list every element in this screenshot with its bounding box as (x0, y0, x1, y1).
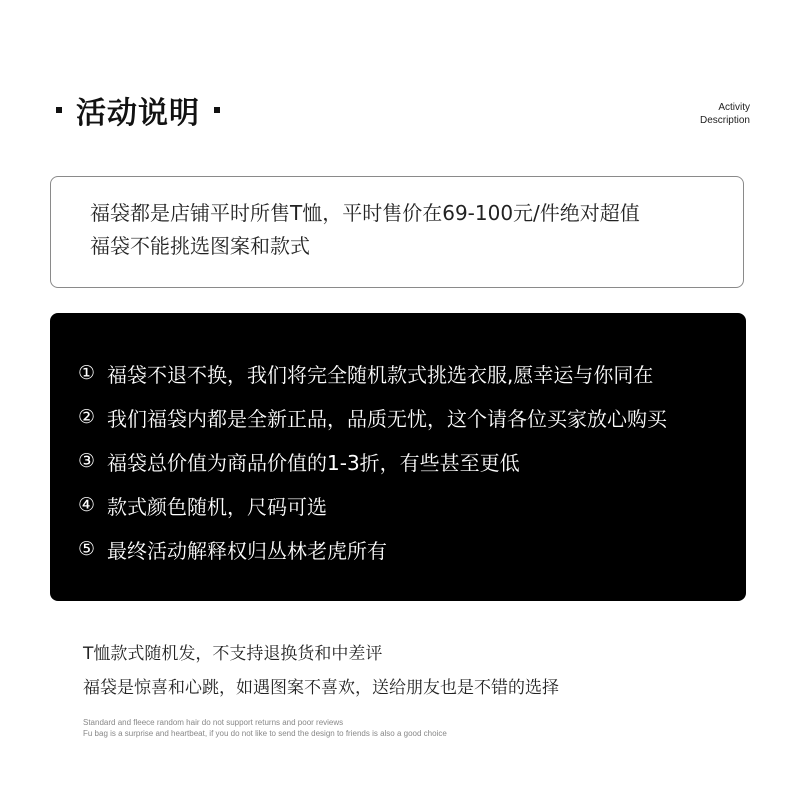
fineprint-line: Standard and fleece random hair do not support returns and poor reviews (83, 718, 344, 727)
rule-number-badge: ⑤ (78, 538, 96, 560)
rule-text: 福袋不退不换，我们将完全随机款式挑选衣服,愿幸运与你同在 (107, 362, 654, 387)
note-line: T恤款式随机发，不支持退换货和中差评 (83, 644, 383, 664)
rule-text: 我们福袋内都是全新正品，品质无忧，这个请各位买家放心购买 (107, 406, 667, 431)
rule-item (78, 395, 746, 439)
intro-line: 福袋不能挑选图案和款式 (90, 234, 310, 258)
rule-text: 款式颜色随机，尺码可选 (107, 494, 327, 519)
subtitle-line: Description (699, 115, 750, 126)
rule-item (78, 351, 746, 395)
rules-panel (50, 313, 746, 601)
intro-line: 福袋都是店铺平时所售T恤，平时售价在69-100元/件绝对超值 (90, 201, 640, 225)
section-heading (56, 88, 220, 132)
bullet-dot-icon (214, 107, 220, 113)
rule-item (78, 439, 746, 483)
fineprint-block (83, 717, 447, 739)
rule-text: 福袋总价值为商品价值的1-3折，有些甚至更低 (107, 450, 520, 475)
rule-number-badge: ③ (78, 450, 96, 472)
rule-number-badge: ① (78, 362, 96, 384)
intro-panel (50, 176, 744, 288)
rule-item (78, 527, 746, 571)
notes-block (83, 637, 559, 705)
bullet-dot-icon (56, 107, 62, 113)
rule-text: 最终活动解释权归丛林老虎所有 (107, 538, 387, 563)
english-subtitle (700, 101, 750, 127)
note-line: 福袋是惊喜和心跳，如遇图案不喜欢，送给朋友也是不错的选择 (83, 678, 559, 698)
page-title: 活动说明 (76, 96, 200, 131)
subtitle-line: Activity (718, 102, 750, 113)
fineprint-line: Fu bag is a surprise and heartbeat, if you do not like to send the design to friends is also a good choice (83, 729, 447, 738)
rule-item (78, 483, 746, 527)
rule-number-badge: ④ (78, 494, 96, 516)
rule-number-badge: ② (78, 406, 96, 428)
